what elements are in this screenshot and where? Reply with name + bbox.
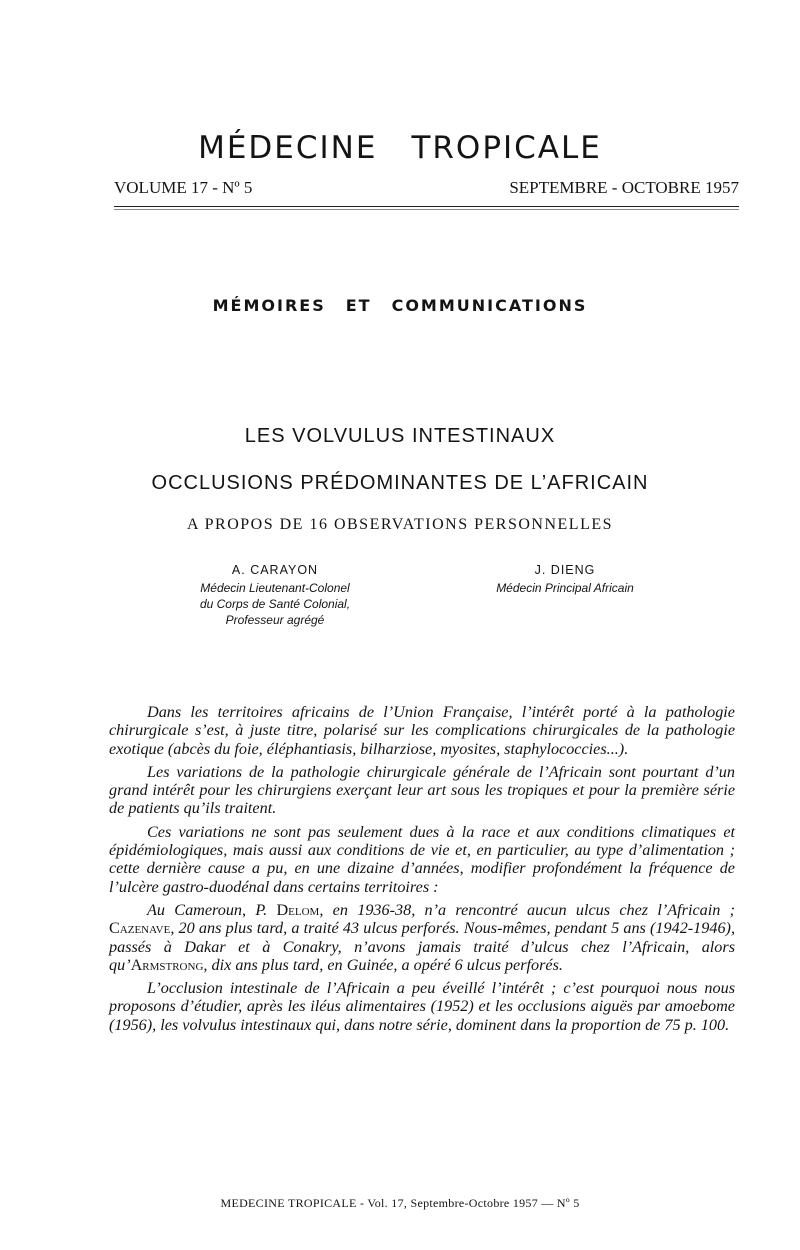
section-word1: MÉMOIRES <box>212 296 326 315</box>
article-title-line2: OCCLUSIONS PRÉDOMINANTES DE L’AFRICAIN <box>151 472 649 494</box>
journal-title-word2: TROPICALE <box>411 130 602 166</box>
article-body <box>109 703 735 1039</box>
text-run: , 20 ans plus tard, a traité 43 ulcus perforés. Nous-mêmes, pendant 5 ans (1942-1946), passés à Dakar et à Conakry, n’avons jamais traité d’ulcus chez l’Africain, alors qu’ <box>109 919 735 974</box>
body-paragraph: Les variations de la pathologie chirurgicale générale de l’Africain sont pourtant d’un grand intérêt pour les chirurgiens exerçant leur art sous les tropiques et pour la première série de patients qu’ils traitent. <box>109 762 735 818</box>
journal-title-word1: MÉDECINE <box>198 130 378 166</box>
section-heading <box>0 296 800 315</box>
text-run: Au Cameroun, P. <box>147 900 277 919</box>
author-affiliation-line: Médecin Principal Africain <box>496 581 634 595</box>
body-paragraph <box>109 901 735 974</box>
author-affiliation <box>460 580 670 596</box>
header-rule <box>114 206 739 207</box>
body-paragraph: Dans les territoires africains de l’Union Française, l’intérêt porté à la pathologie chirurgicale s’est, à juste titre, polarisé sur les complications chirurgicales de la pathologie exotique (abcès du foie, éléphantiasis, bilharziose, myosites, staphylococcies...). <box>109 703 735 758</box>
article-title-line1: LES VOLVULUS INTESTINAUX <box>244 425 556 447</box>
page-footer: MEDECINE TROPICALE - Vol. 17, Septembre-Octobre 1957 — Nº 5 <box>220 1196 580 1210</box>
author-reference: Delom <box>276 900 320 919</box>
section-word2: ET <box>345 296 372 315</box>
author-affiliation <box>150 580 400 628</box>
text-run: , dix ans plus tard, en Guinée, a opéré 6 ulcus perforés. <box>203 955 563 974</box>
journal-title <box>0 130 800 166</box>
article-subtitle: A PROPOS DE 16 OBSERVATIONS PERSONNELLES <box>186 516 614 533</box>
body-paragraph: L’occlusion intestinale de l’Africain a peu éveillé l’intérêt ; c’est pourquoi nous nous proposons d’étudier, après les iléus alimentaires (1952) et les occlusions aiguës par amoebome (1956), les volvulus intestinaux qui, dans notre série, dominent dans la proportion de 75 p. 100. <box>109 979 735 1034</box>
author-block <box>460 563 670 596</box>
volume-number: VOLUME 17 - Nº 5 <box>114 178 253 197</box>
section-word3: COMMUNICATIONS <box>391 296 588 315</box>
author-name: A. CARAYON <box>231 563 319 577</box>
author-reference: Armstrong <box>130 955 204 974</box>
issue-date: SEPTEMBRE - OCTOBRE 1957 <box>509 178 739 197</box>
author-name: J. DIENG <box>534 563 596 577</box>
author-affiliation-line: du Corps de Santé Colonial, <box>199 597 351 611</box>
author-block <box>150 563 400 628</box>
text-run: , en 1936-38, n’a rencontré aucun ulcus chez l’Africain ; <box>319 900 735 919</box>
author-reference: Cazenave <box>109 919 171 938</box>
author-affiliation-line: Médecin Lieutenant-Colonel <box>200 581 350 595</box>
author-affiliation-line: Professeur agrégé <box>225 613 325 627</box>
body-paragraph: Ces variations ne sont pas seulement dues à la race et aux conditions climatiques et épidémiologiques, mais aussi aux conditions de vie et, en particulier, au type d’alimentation ; cette dernière cause a pu, en une dizaine d’années, modifier profondément la fréquence de l’ulcère gastro-duodénal dans certains territoires : <box>109 822 735 896</box>
issue-line <box>114 178 739 202</box>
header-rule-secondary <box>114 209 739 210</box>
